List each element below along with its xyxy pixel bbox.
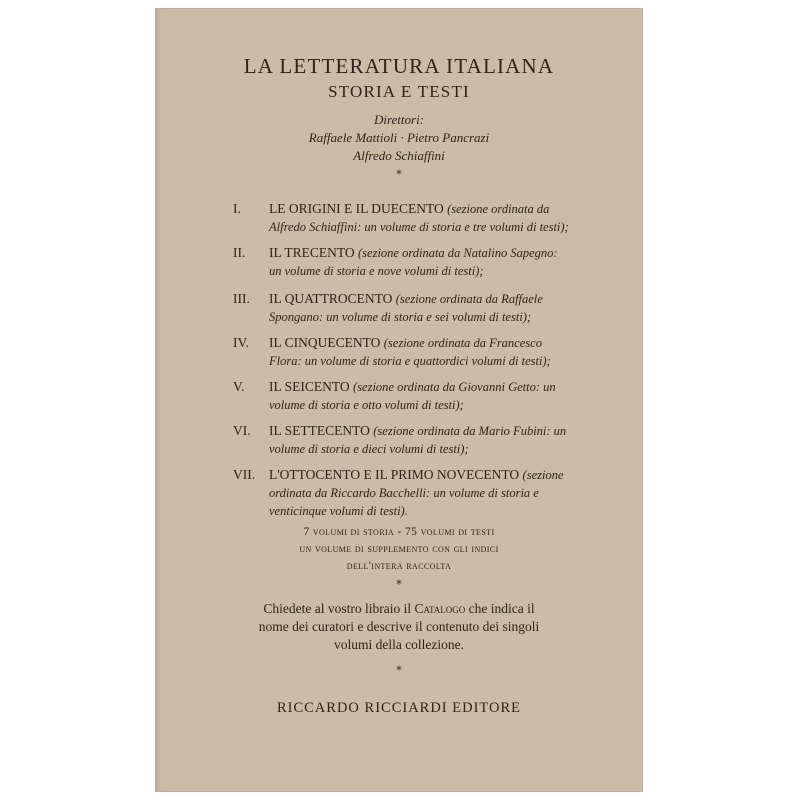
section-number: III. <box>233 291 250 306</box>
section-number: II. <box>233 245 246 260</box>
section-entry <box>233 244 573 280</box>
section-note: (sezione ordinata da Raffaele Spongano: un volume di storia e sei volumi di testi); <box>269 292 543 324</box>
publisher-name: RICCARDO RICCIARDI EDITORE <box>276 700 522 716</box>
section-note: (sezione ordinata da Giovanni Getto: un volume di storia e otto volumi di testi); <box>269 380 556 412</box>
summary-collection: dell'intera raccolta <box>346 560 452 572</box>
section-note: (sezione ordinata da Riccardo Bacchelli: un volume di storia e venticinque volumi di testi). <box>269 468 564 518</box>
section-number: VII. <box>233 467 256 482</box>
book-back-cover <box>155 8 643 792</box>
series-subtitle: STORIA E TESTI <box>328 82 470 101</box>
section-heading: IL QUATTROCENTO <box>269 291 393 306</box>
separator-star: * <box>396 578 402 591</box>
separator-star: * <box>396 168 402 181</box>
section-entry <box>233 422 573 458</box>
section-heading: LE ORIGINI E IL DUECENTO <box>269 201 444 216</box>
section-heading: IL CINQUECENTO <box>269 335 381 350</box>
catalog-text-before: Chiedete al vostro libraio il <box>263 601 415 616</box>
section-note: (sezione ordinata da Alfredo Schiaffini: un volume di storia e tre volumi di testi); <box>269 202 569 234</box>
section-heading: IL TRECENTO <box>269 245 355 260</box>
section-note: (sezione ordinata da Francesco Flora: un volume di storia e quattordici volumi di testi); <box>269 336 551 368</box>
section-entry <box>233 290 573 326</box>
section-entry <box>233 378 573 414</box>
separator-star: * <box>396 664 402 677</box>
section-heading: IL SETTECENTO <box>269 423 370 438</box>
section-number: I. <box>233 201 241 216</box>
section-number: VI. <box>233 423 251 438</box>
section-note: (sezione ordinata da Mario Fubini: un volume di storia e dieci volumi di testi); <box>269 424 567 456</box>
directors-names-line2: Alfredo Schiaffini <box>353 148 445 163</box>
summary-volumes: 7 volumi di storia - 75 volumi di testi <box>303 526 495 538</box>
directors-names-line1: Raffaele Mattioli · Pietro Pancrazi <box>308 130 490 145</box>
catalog-note <box>255 600 543 654</box>
section-entry <box>233 200 573 236</box>
catalog-text-after: che indica il nome dei curatori e descrive il contenuto dei singoli volumi della collezione. <box>258 601 540 652</box>
section-note: (sezione ordinata da Natalino Sapegno: un volume di storia e nove volumi di testi); <box>269 246 558 278</box>
section-number: IV. <box>233 335 249 350</box>
section-heading: IL SEICENTO <box>269 379 350 394</box>
series-title: LA LETTERATURA ITALIANA <box>243 54 555 78</box>
section-heading: L'OTTOCENTO E IL PRIMO NOVECENTO <box>269 467 520 482</box>
summary-supplement: un volume di supplemento con gli indici <box>299 543 499 555</box>
catalog-word: Catalogo <box>414 601 466 616</box>
section-number: V. <box>233 379 245 394</box>
directors-label: Direttori: <box>373 112 425 127</box>
section-entry <box>233 334 573 370</box>
section-entry <box>233 466 573 520</box>
